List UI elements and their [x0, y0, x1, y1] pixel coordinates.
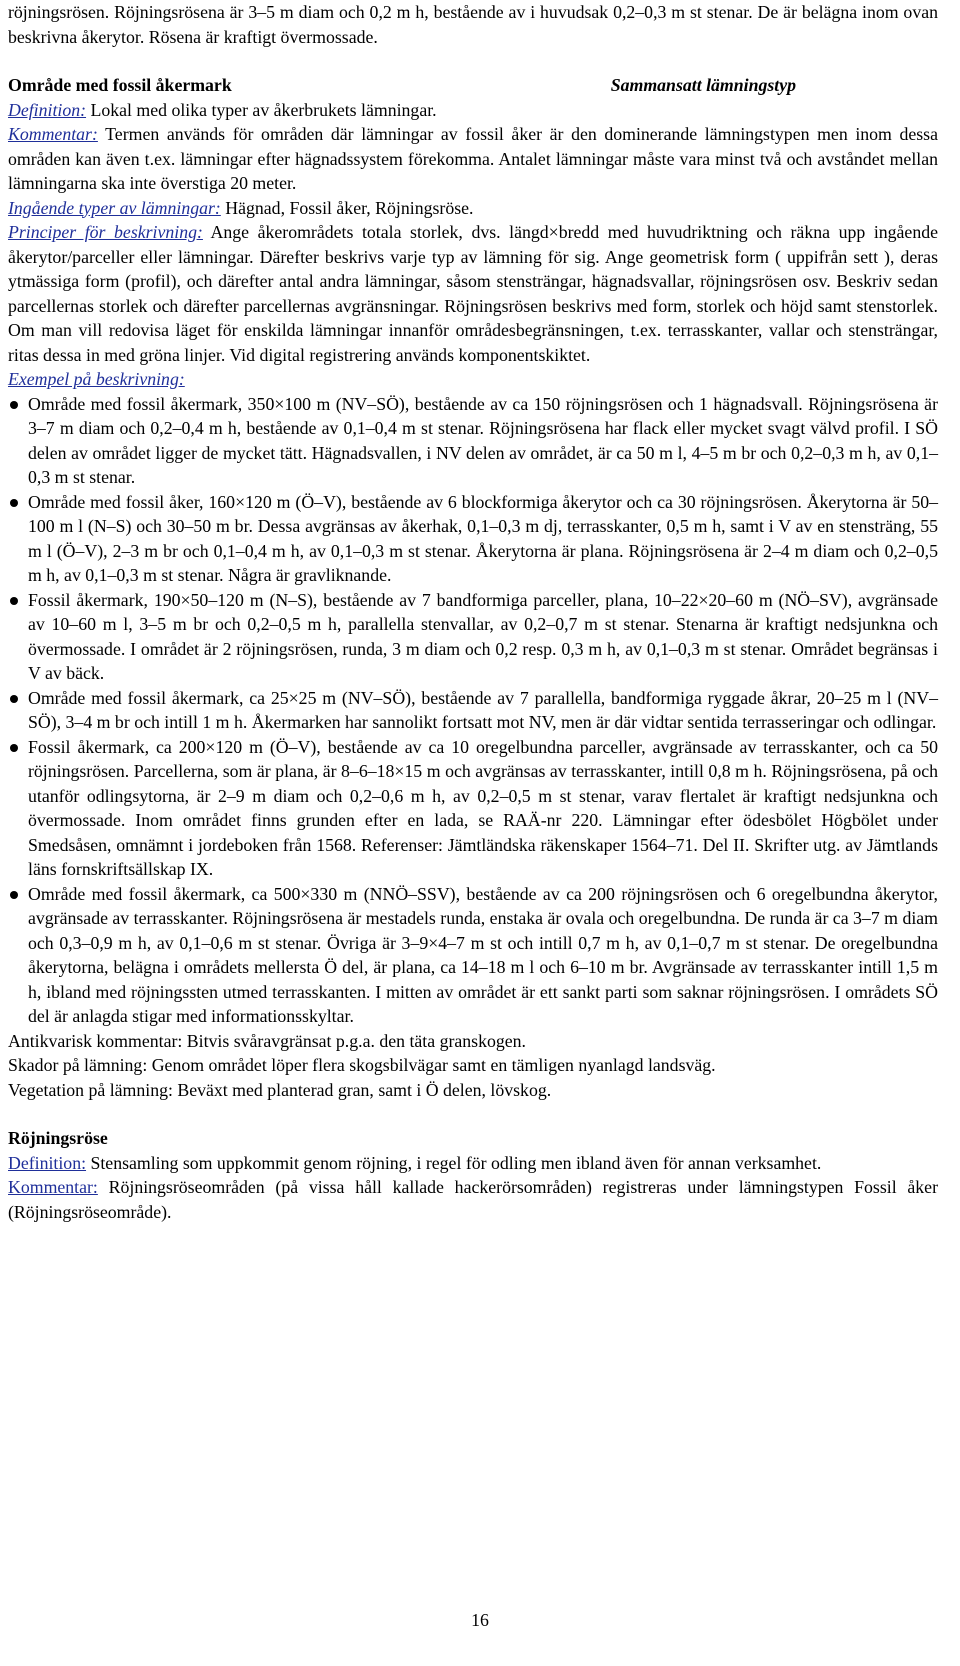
section-type: Sammansatt lämningstyp: [610, 75, 796, 95]
section2-comment-label: Kommentar:: [8, 1177, 98, 1197]
bullet-icon: [10, 891, 18, 899]
section2-definition: [8, 1151, 938, 1176]
section2-definition-label: Definition:: [8, 1152, 87, 1173]
example-item: [8, 882, 938, 1029]
antiquarian-comment: Antikvarisk kommentar: Bitvis svåravgränsat p.g.a. den täta granskogen.: [8, 1030, 527, 1051]
section2-comment-text: Röjningsröseområden (på vissa håll kallade hackerörsområden) registreras under lämningstypen Fossil åker (Röjningsröseområde).: [8, 1177, 938, 1222]
section-title: Område med fossil åkermark: [8, 75, 232, 95]
principles-text: Ange åkerområdets totala storlek, dvs. längd×bredd med huvudriktning och räkna upp ingående åkerytor/parceller eller lämningar. Därefter beskrivs varje typ av lämning för sig. Ange geometrisk form ( uppifrån sett ), deras ytmässiga form (profil), och därefter antal andra lämningar, såsom stensträngar, hägnadsvallar, röjningsrösen osv. Beskriv sedan parcellernas storlek och därefter parcellernas avgränsningar. Röjningsrösen beskrivs med form, storlek och höjd samt stenstorlek. Om man vill redovisa läget för enskilda lämningar innanför områdesbegränsningen, t.ex. terrasskanter, vallar och stensträngar, ritas dessa in med gröna linjer. Vid digital registrering används komponentskiktet.: [8, 222, 938, 365]
definition-paragraph: [8, 98, 938, 123]
vegetation-note: Vegetation på lämning: Beväxt med planterad gran, samt i Ö delen, lövskog.: [8, 1079, 552, 1100]
principles-paragraph: [8, 220, 938, 367]
example-label: Exempel på beskrivning:: [8, 369, 185, 389]
comment-label: Kommentar:: [8, 124, 98, 144]
intro-paragraph: röjningsrösen. Röjningsrösena är 3–5 m diam och 0,2 m h, bestående av i huvudsak 0,2–0,3 m st stenar. De är belägna inom ovan beskrivna åkerytor. Rösena är kraftigt övermossade.: [8, 2, 938, 47]
included-text: Hägnad, Fossil åker, Röjningsröse.: [220, 197, 474, 218]
principles-label: Principer för beskrivning:: [8, 222, 203, 242]
bullet-icon: [10, 597, 18, 605]
example-text: Fossil åkermark, ca 200×120 m (Ö–V), bestående av ca 10 oregelbundna parceller, avgränsade av terrasskanter, och ca 50 röjningsrösen. Parcellerna, som är plana, är 8–6–18×15 m och avgränsas av terrasskanter, intill 0,8 m h. Röjningsrösena, på och utanför odlingsytorna, är 2–9 m diam och 0,2–0,6 m h, av 0,2–0,5 m st stenar, varav flertalet är kraftigt nedsjunkna och övermossade. Inom området finns grunden efter en lada, se RAÄ-nr 220. Lämningar efter ödesbölet Högbölet under Smedsåsen, omnämnt i jordeboken från 1568. Referenser: Jämtländska räkenskaper 1564–71. Del II. Skrifter utg. av Jämtlands läns fornskriftsällskap IX.: [28, 736, 938, 879]
included-paragraph: [8, 196, 938, 221]
damage-note: Skador på lämning: Genom området löper flera skogsbilvägar samt en tämligen nyanlagd landsväg.: [8, 1055, 716, 1075]
bullet-icon: [10, 695, 18, 703]
example-item: [8, 490, 938, 588]
bullet-icon: [10, 401, 18, 409]
example-text: Område med fossil åkermark, ca 500×330 m (NNÖ–SSV), bestående av ca 200 röjningsrösen och 6 oregelbundna åkerytor, avgränsade av terrasskanter. Röjningsrösena är mestadels runda, enstaka är ovala och oregelbundna. De runda är ca 3–7 m diam och 0,3–0,9 m h, av 0,1–0,6 m st stenar. Övriga är 3–9×4–7 m st och intill 0,7 m h, av 0,1–0,7 m st stenar. De oregelbundna åkerytorna, belägna i områdets mellersta Ö del, är plana, ca 14–18 m l och 6–10 m br. Avgränsade av terrasskanter intill 1,5 m h, ibland med röjningssten utmed terrasskanten. I mitten av området är ett sankt parti som saknar röjningsrösen. I områdets SÖ del är anlagda stigar med informationsskyltar.: [28, 883, 938, 1026]
section2-definition-text: Stensamling som uppkommit genom röjning, i regel för odling men ibland även för annan verksamhet.: [86, 1152, 822, 1173]
example-item: [8, 686, 938, 735]
document-page: [8, 0, 938, 1224]
example-text: Område med fossil åker, 160×120 m (Ö–V), bestående av 6 blockformiga åkerytor och ca 30 röjningsrösen. Åkerytorna är 50–100 m l (N–S) och 30–50 m br. Dessa avgränsas av åkerhak, 0,1–0,3 m dj, terrasskanter, 0,5 m h, samt i V av en stensträng, 55 m l (Ö–V), 2–3 m br och 0,1–0,4 m h, av 0,1–0,3 m st stenar. Åkerytorna är plana. Röjningsrösena är 2–4 m diam och 0,2–0,5 m h, av 0,1–0,3 m st stenar. Några är gravliknande.: [28, 491, 938, 585]
example-text: Område med fossil åkermark, ca 25×25 m (NV–SÖ), bestående av 7 parallella, bandformiga ryggade åkrar, 20–25 m l (NV–SÖ), 3–4 m br och intill 1 m h. Åkermarken har sannolikt fortsatt mot NV, men är där vidtar sentida terrasseringar och odlingar.: [28, 687, 938, 732]
section2-title: Röjningsröse: [8, 1128, 108, 1148]
comment-paragraph: [8, 122, 938, 196]
comment-text: Termen används för områden där lämningar av fossil åker är den dominerande lämningstypen men inom dessa områden kan även t.ex. lämningar efter hägnadssystem förekomma. Antalet lämningar måste vara minst två och avståndet mellan lämningarna ska inte överstiga 20 meter.: [8, 124, 938, 193]
definition-label: Definition:: [8, 99, 87, 120]
bullet-icon: [10, 744, 18, 752]
example-text: Fossil åkermark, 190×50–120 m (N–S), bestående av 7 bandformiga parceller, plana, 10–22×20–60 m (NÖ–SV), avgränsade av 10–60 m l, 3–5 m br och 0,2–0,5 m h, parallella stenvallar, av 0,2–0,7 m st stenar. Stenarna är kraftigt nedsjunkna och övermossade. I området är 2 röjningsrösen, runda, 3 m diam och 0,2 resp. 0,3 m h, av 0,1–0,3 m st stenar. Området begränsas i V av bäck.: [28, 589, 938, 683]
page-number: 16: [471, 1610, 489, 1630]
example-item: [8, 735, 938, 882]
section2-comment: [8, 1175, 938, 1224]
bullet-icon: [10, 499, 18, 507]
example-text: Område med fossil åkermark, 350×100 m (NV–SÖ), bestående av ca 150 röjningsrösen och 1 hägnadsvall. Röjningsrösena är 3–7 m diam och 0,2–0,4 m h, bestående av 0,1–0,4 m st stenar. Röjningsrösena har flack eller mycket svagt välvd profil. I SÖ delen av området ligger de mycket tätt. Hägnadsvallen, i NV delen av området, är ca 50 m l, 4–5 m br och 0,2–0,3 m h, av 0,1–0,3 m st stenar.: [28, 393, 938, 487]
example-item: [8, 392, 938, 490]
section-heading-row: [8, 73, 938, 98]
example-label-paragraph: [8, 367, 938, 392]
included-label: Ingående typer av lämningar:: [8, 197, 221, 218]
definition-text: Lokal med olika typer av åkerbrukets lämningar.: [86, 99, 437, 120]
section-spacer: [8, 1102, 938, 1126]
example-item: [8, 588, 938, 686]
